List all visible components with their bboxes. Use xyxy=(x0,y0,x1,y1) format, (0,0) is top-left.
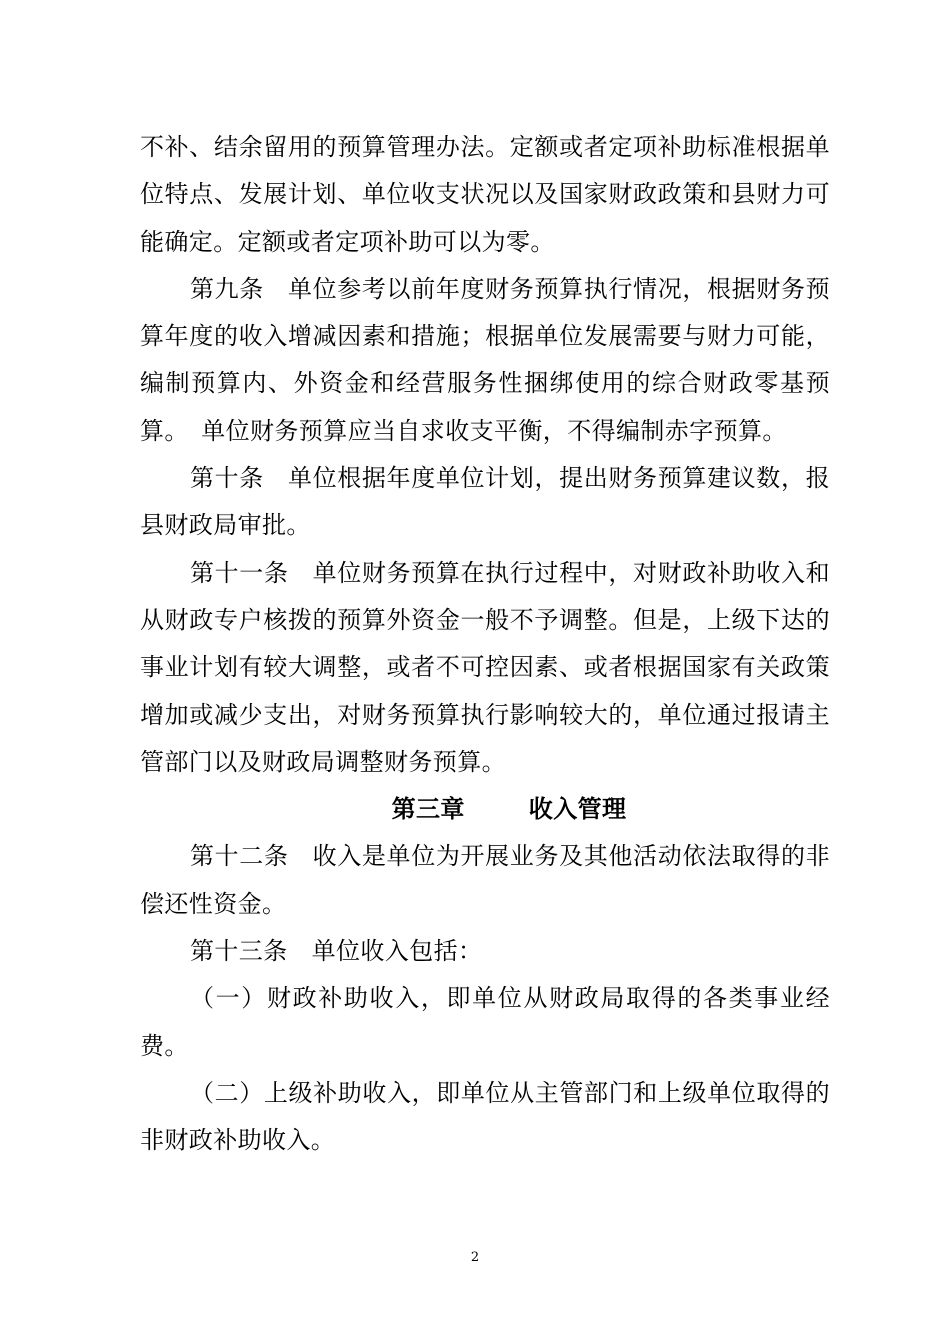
paragraph-text: 不补、结余留用的预算管理办法。定额或者定项补助标准根据单位特点、发展计划、单位收支状况以及国家财政政策和县财力可能确定。定额或者定项补助可以为零。 xyxy=(140,133,830,256)
article-11 xyxy=(140,550,830,786)
article-number: 第十三条 xyxy=(190,937,288,966)
paragraph-text: 单位参考以前年度财务预算执行情况，根据财务预算年度的收入增减因素和措施；根据单位发展需要与财力可能，编制预算内、外资金和经营服务性捆绑使用的综合财政零基预算。 单位财务预算应当自求收支平衡，不得编制赤字预算。 xyxy=(140,274,830,445)
list-item-2 xyxy=(140,1070,830,1165)
list-item-1 xyxy=(140,975,830,1070)
article-number: 第九条 xyxy=(190,274,264,303)
chapter-heading xyxy=(140,786,830,833)
paragraph-text: 单位收入包括： xyxy=(311,937,483,966)
document-body xyxy=(140,124,830,1165)
paragraph-text: 收入是单位为开展业务及其他活动依法取得的非偿还性资金。 xyxy=(140,842,830,918)
paragraph-text: 单位财务预算在执行过程中，对财政补助收入和从财政专户核拨的预算外资金一般不予调整。但是，上级下达的事业计划有较大调整，或者不可控因素、或者根据国家有关政策增加或减少支出，对财务预算执行影响较大的，单位通过报请主管部门以及财政局调整财务预算。 xyxy=(140,558,830,776)
chapter-title: 收入管理 xyxy=(528,795,627,824)
chapter-number: 第三章 xyxy=(391,795,465,824)
page-number: 2 xyxy=(470,1250,480,1265)
article-number: 第十条 xyxy=(190,464,264,493)
paragraph-text: 单位根据年度单位计划，提出财务预算建议数，报县财政局审批。 xyxy=(140,464,830,540)
article-number: 第十一条 xyxy=(190,558,289,587)
article-9 xyxy=(140,266,830,455)
paragraph-continued xyxy=(140,124,830,266)
article-number: 第十二条 xyxy=(190,842,289,871)
paragraph-text: （二）上级补助收入，即单位从主管部门和上级单位取得的非财政补助收入。 xyxy=(140,1078,830,1155)
paragraph-text: （一）财政补助收入，即单位从财政局取得的各类事业经费。 xyxy=(140,984,830,1060)
article-10 xyxy=(140,455,830,550)
article-13 xyxy=(140,928,830,975)
article-12 xyxy=(140,833,830,928)
